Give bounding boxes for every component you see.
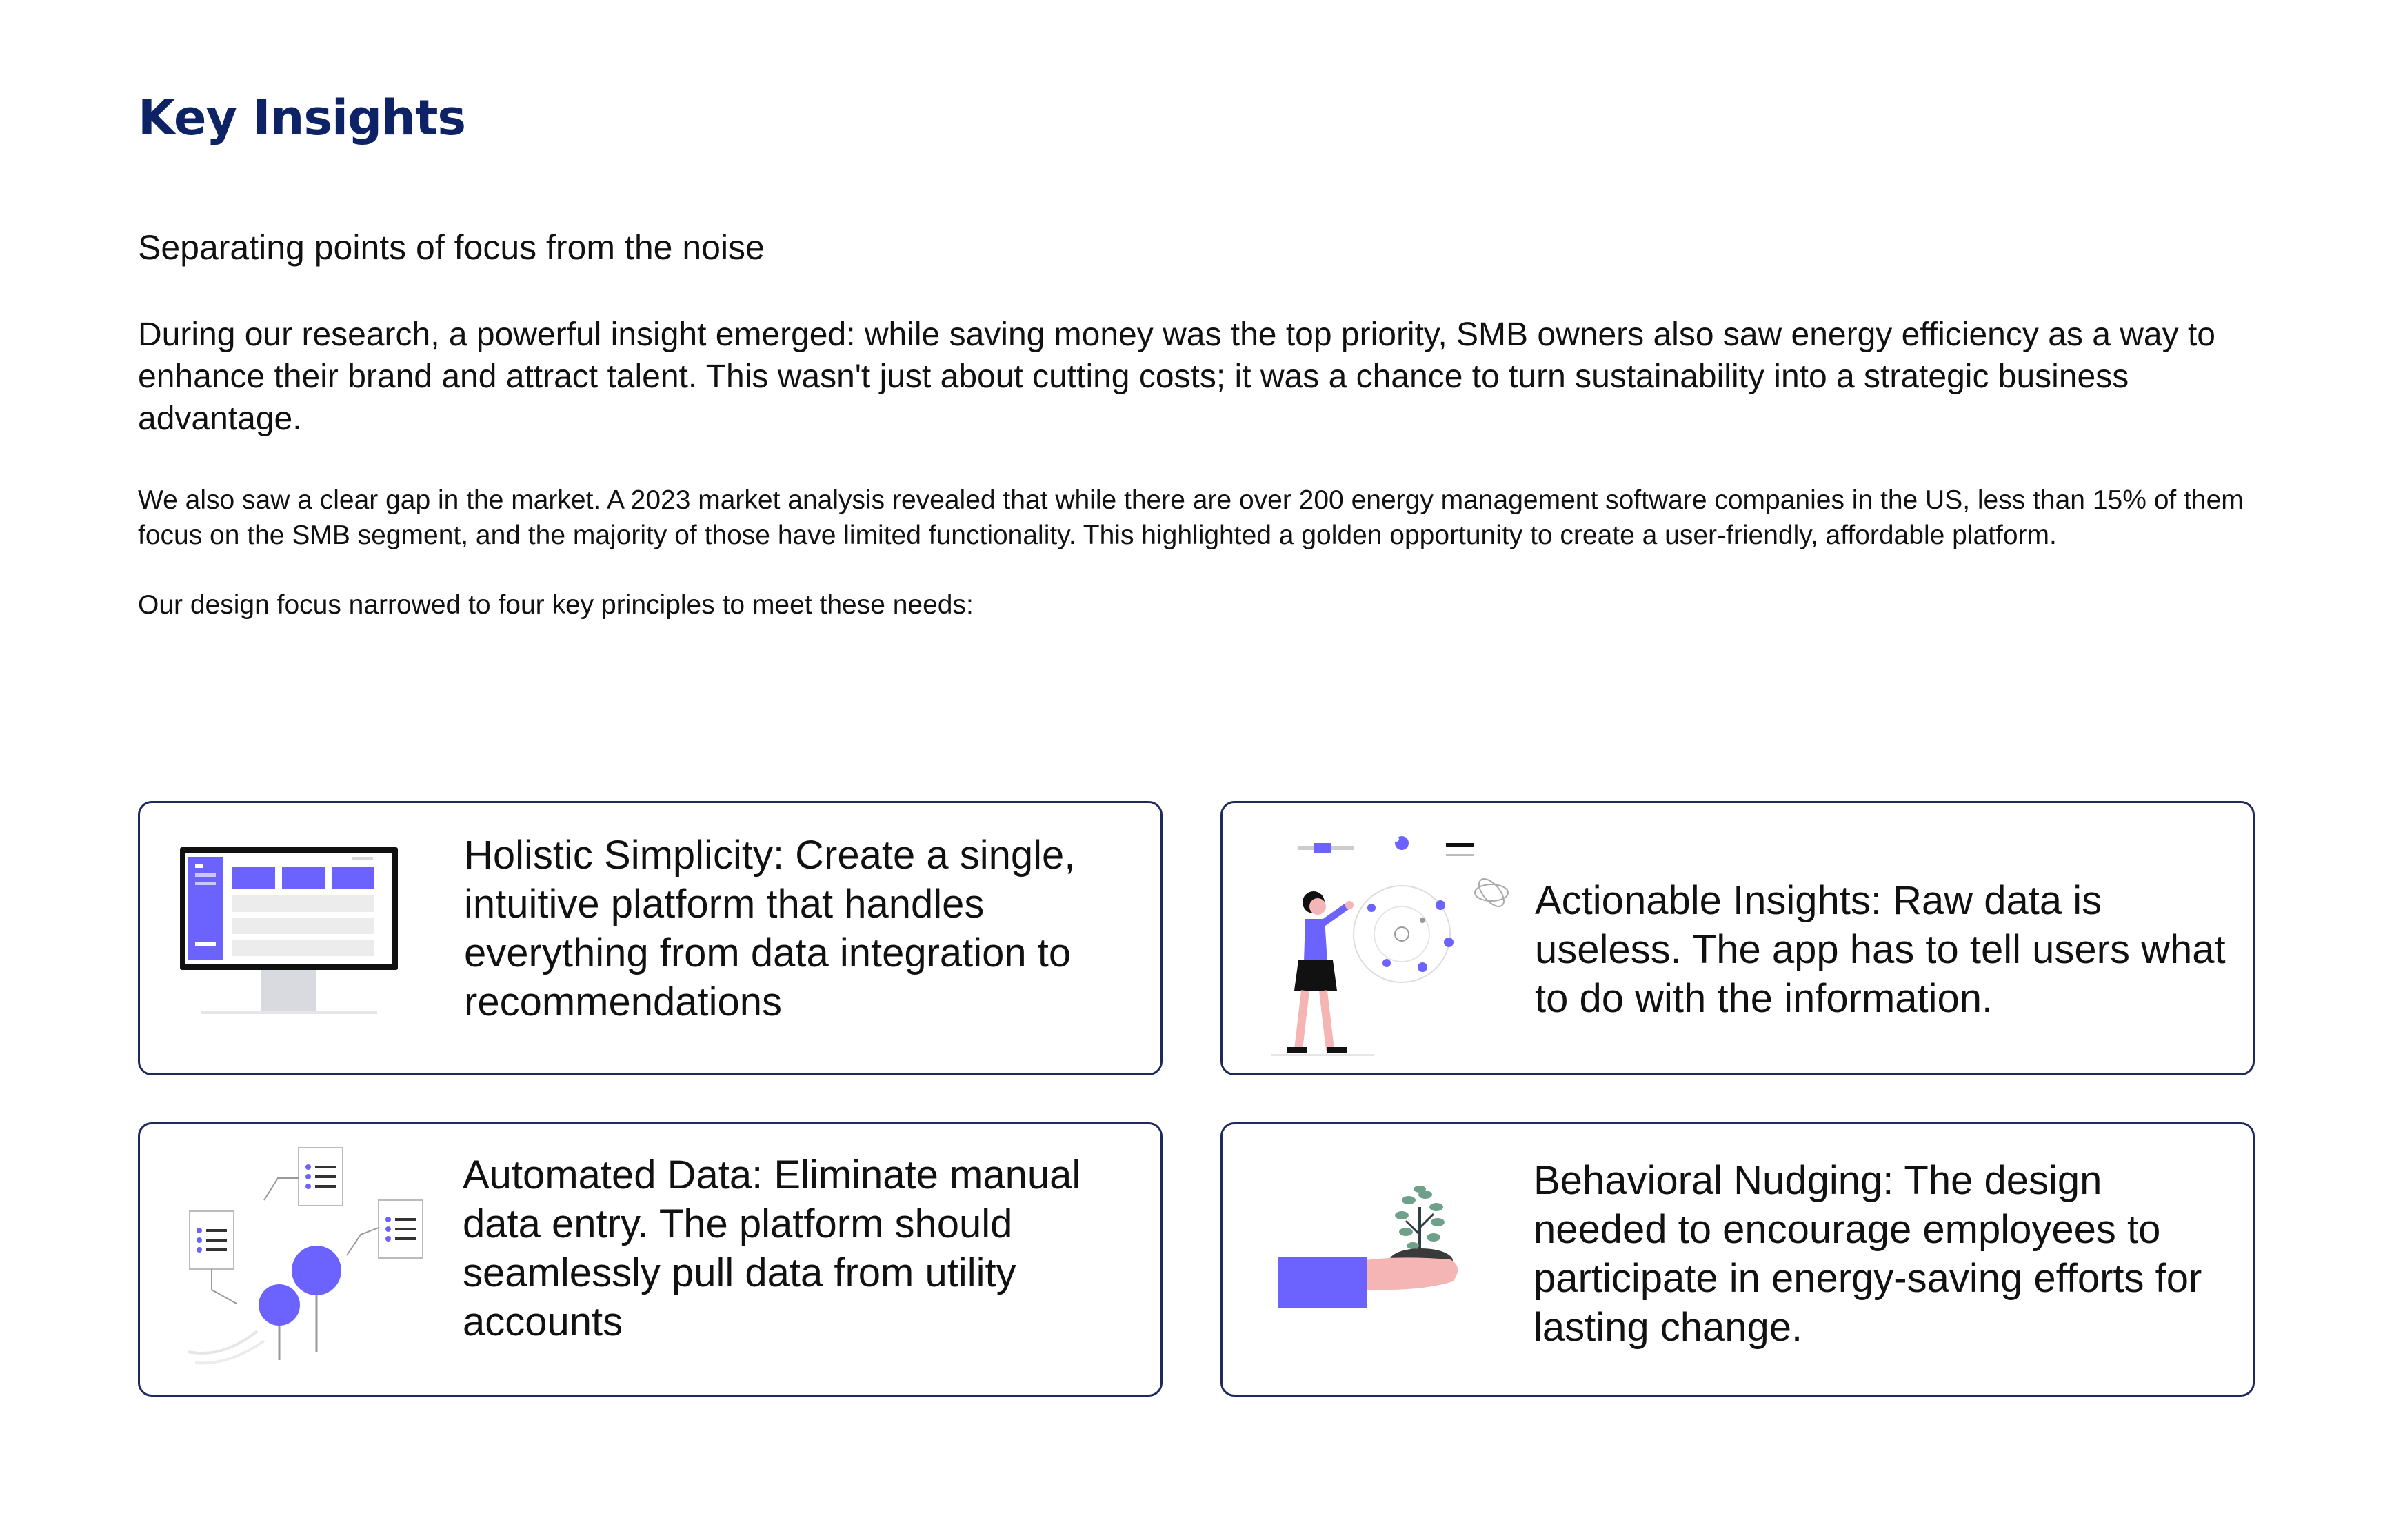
woman-ideas-illustration bbox=[1250, 817, 1512, 1065]
data-nodes-illustration bbox=[181, 1145, 443, 1366]
principle-card-behavioral bbox=[1220, 1122, 2255, 1397]
page-title: Key Insights bbox=[138, 90, 466, 146]
hand-plant-illustration bbox=[1278, 1179, 1485, 1331]
monitor-illustration bbox=[180, 846, 401, 1025]
card-text-behavioral: Behavioral Nudging: The design needed to encourage employees to participate in energy-saving efforts for lasting change. bbox=[1534, 1158, 2202, 1350]
page-subtitle: Separating points of focus from the noise bbox=[138, 228, 765, 267]
card-text-automated: Automated Data: Eliminate manual data entry. The platform should seamlessly pull data from utility accounts bbox=[463, 1153, 1081, 1344]
principle-card-actionable bbox=[1220, 801, 2255, 1075]
principle-card-automated bbox=[138, 1122, 1163, 1397]
principle-card-holistic bbox=[138, 801, 1163, 1075]
card-text-actionable: Actionable Insights: Raw data is useless. The app has to tell users what to do with the information. bbox=[1535, 878, 2226, 1021]
market-paragraph: We also saw a clear gap in the market. A 2023 market analysis revealed that while there are over 200 energy management software companies in the US, less than 15% of them focus on the SMB segment, and the majority of those have limited functionality. This highlighted a golden opportunity to create a user-friendly, affordable platform. bbox=[138, 485, 2244, 550]
principles-lead: Our design focus narrowed to four key principles to meet these needs: bbox=[138, 590, 974, 620]
intro-paragraph: During our research, a powerful insight emerged: while saving money was the top priority, SMB owners also saw energy efficiency as a way to enhance their brand and attract talent. This wasn't just about cutting costs; it was a chance to turn sustainability into a strategic business advantage. bbox=[138, 316, 2215, 437]
card-text-holistic: Holistic Simplicity: Create a single, intuitive platform that handles everything from data integration to recommendations bbox=[464, 833, 1076, 1024]
